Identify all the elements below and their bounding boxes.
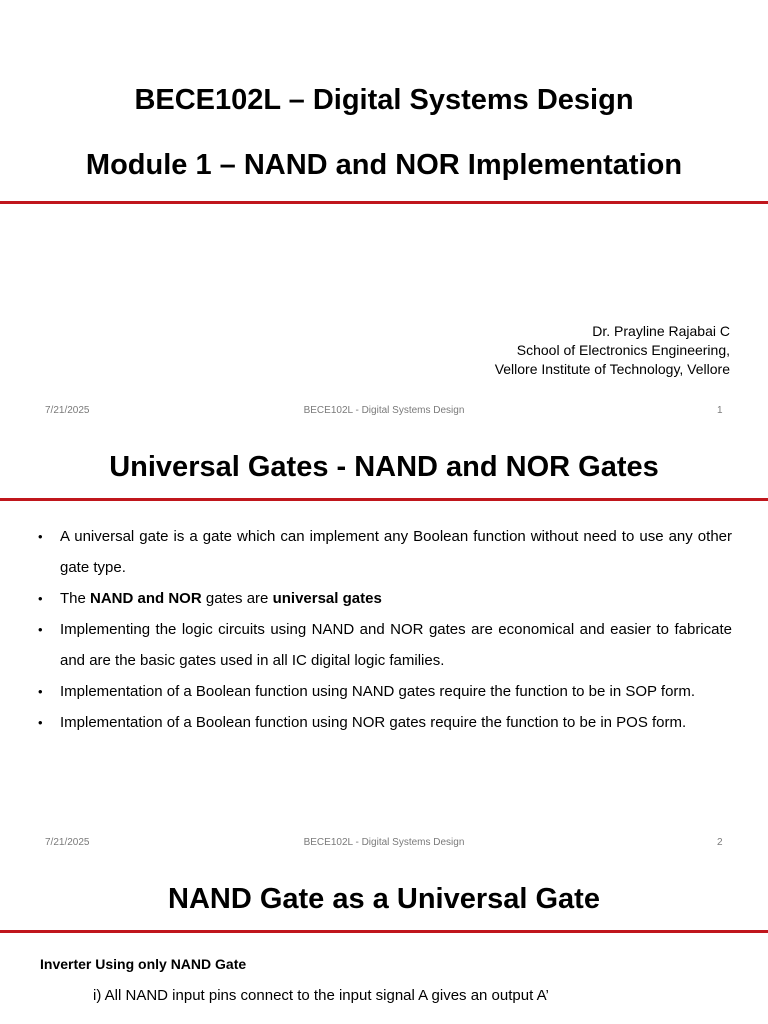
author-school: School of Electronics Engineering, (516, 342, 730, 358)
author-block (495, 322, 730, 379)
bullet-icon: • (38, 684, 43, 699)
slide-title: NAND Gate as a Universal Gate (168, 883, 600, 915)
bullet-item: • A universal gate is a gate which can implement any Boolean function without need to use any other gate type. (38, 521, 732, 583)
body-line: i) All NAND input pins connect to the input signal A gives an output A’ (93, 987, 549, 1004)
footer-course: BECE102L - Digital Systems Design (303, 837, 465, 848)
bullet-item: • Implementation of a Boolean function using NOR gates require the function to be in POS form. (38, 707, 732, 738)
bullet-item: • Implementing the logic circuits using NAND and NOR gates are economical and easier to fabricate and are the basic gates used in all IC digital logic families. (38, 614, 732, 676)
slide-title: Universal Gates - NAND and NOR Gates (109, 451, 659, 483)
module-title: Module 1 – NAND and NOR Implementation (85, 149, 683, 181)
bullet-item: • The NAND and NOR gates are universal gates (38, 583, 732, 614)
author-institute: Vellore Institute of Technology, Vellore (494, 361, 730, 377)
title-divider (0, 930, 768, 933)
bullet-item: • Implementation of a Boolean function using NAND gates require the function to be in SOP form. (38, 676, 732, 707)
author-name: Dr. Prayline Rajabai C (592, 323, 730, 339)
title-divider (0, 201, 768, 204)
bullet-icon: • (38, 715, 43, 730)
footer-page-number: 2 (717, 837, 723, 848)
bullet-icon: • (38, 622, 43, 637)
footer-page-number: 1 (717, 405, 723, 416)
bullet-list (38, 521, 732, 738)
footer-date: 7/21/2025 (45, 837, 90, 848)
bullet-icon: • (38, 529, 43, 544)
bullet-icon: • (38, 591, 43, 606)
title-divider (0, 498, 768, 501)
section-heading: Inverter Using only NAND Gate (40, 956, 247, 972)
footer-date: 7/21/2025 (45, 405, 90, 416)
course-title: BECE102L – Digital Systems Design (134, 84, 634, 116)
footer-course: BECE102L - Digital Systems Design (303, 405, 465, 416)
